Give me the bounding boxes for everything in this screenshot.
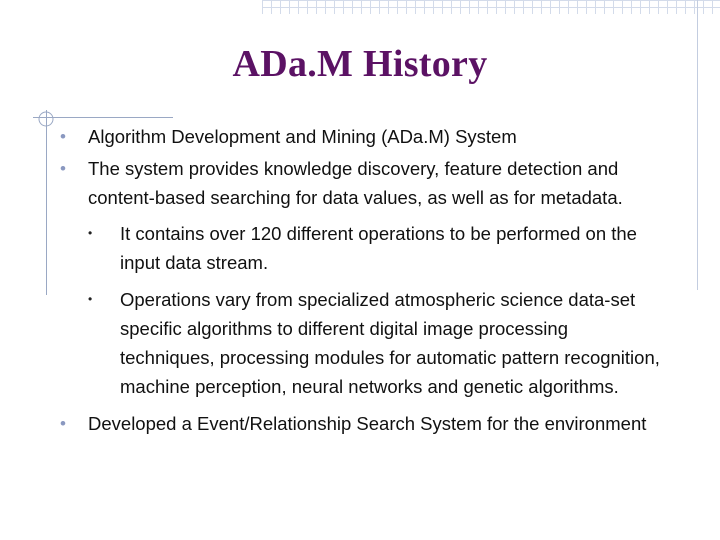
decorative-grid bbox=[262, 0, 720, 14]
bullet-marker-icon: • bbox=[60, 414, 66, 433]
sub-bullet-list bbox=[88, 219, 660, 401]
sub-bullet-item bbox=[88, 285, 660, 401]
sub-bullet-marker-icon: • bbox=[88, 292, 93, 306]
bullet-text: Algorithm Development and Mining (ADa.M) System bbox=[88, 126, 517, 147]
bullet-item bbox=[60, 122, 660, 151]
sub-bullet-item bbox=[88, 219, 660, 277]
bullet-item bbox=[60, 409, 660, 438]
decorative-vertical-rule bbox=[46, 110, 47, 295]
sub-bullet-text: Operations vary from specialized atmospheric science data-set specific algorithms to different digital image processing techniques, processing modules for automatic pattern recognition, machine perception, neural networks and genetic algorithms. bbox=[120, 289, 660, 397]
bullet-item bbox=[60, 154, 660, 212]
bullet-text: Developed a Event/Relationship Search System for the environment bbox=[88, 413, 647, 434]
slide-body bbox=[60, 122, 660, 438]
bullet-marker-icon: • bbox=[60, 127, 66, 146]
slide-title: ADa.M History bbox=[232, 43, 488, 85]
bullet-marker-icon: • bbox=[60, 159, 66, 178]
sub-bullet-text: It contains over 120 different operations to be performed on the input data stream. bbox=[120, 223, 637, 273]
sub-bullet-marker-icon: • bbox=[88, 226, 93, 240]
crosshair-circle-icon bbox=[34, 108, 56, 130]
bullet-text: The system provides knowledge discovery, feature detection and content-based searching for data values, as well as for metadata. bbox=[88, 158, 623, 208]
